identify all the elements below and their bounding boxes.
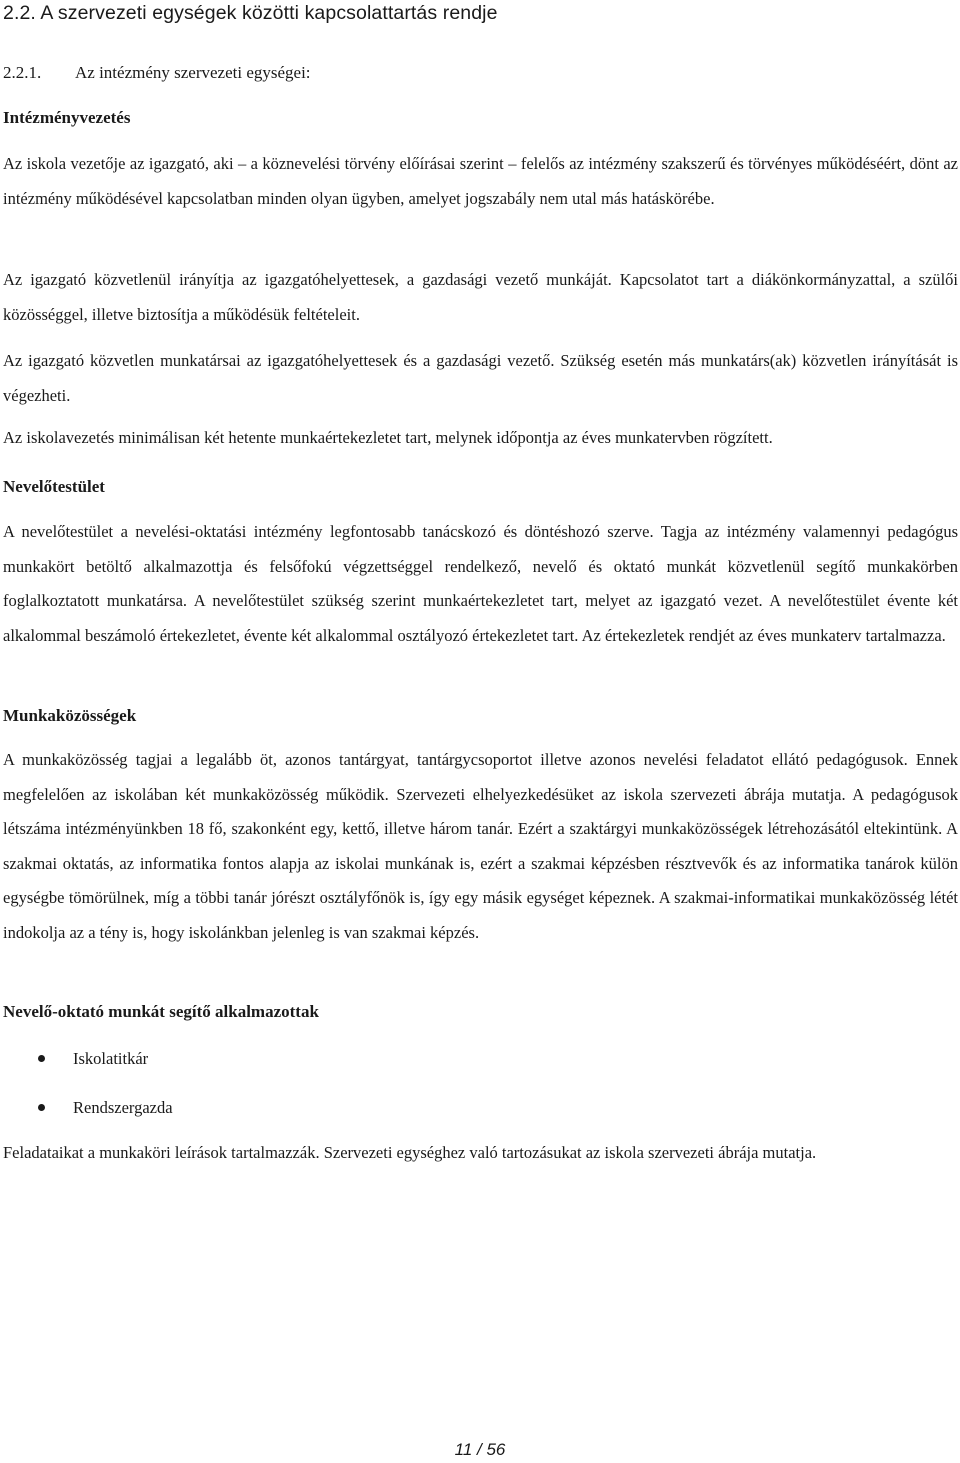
heading-segito-alkalmazottak: Nevelő-oktató munkát segítő alkalmazottak — [3, 1002, 319, 1021]
heading-nevelotestulet: Nevelőtestület — [3, 477, 105, 496]
subsection-heading — [3, 63, 311, 83]
list-item-label: Rendszergazda — [73, 1098, 173, 1117]
page-number: 11 / 56 — [454, 1440, 506, 1459]
heading-intezmenyvezetes: Intézményvezetés — [3, 108, 131, 127]
paragraph-intezmenyvezetes-4: Az iskolavezetés minimálisan két hetente munkaértekezletet tart, melynek időpontja az éves munkatervben rögzített. — [3, 428, 773, 447]
bullet-icon — [38, 1055, 45, 1062]
paragraph-intezmenyvezetes-2: Az igazgató közvetlenül irányítja az igazgatóhelyettesek, a gazdasági vezető munkáját. Kapcsolatot tart a diákönkormányzattal, a szülői közösséggel, illetve biztosítja a működésük feltételeit. — [3, 270, 958, 324]
list-item-label: Iskolatitkár — [73, 1049, 149, 1068]
subsection-title: Az intézmény szervezeti egységei: — [75, 63, 311, 82]
paragraph-intezmenyvezetes-3: Az igazgató közvetlen munkatársai az igazgatóhelyettesek és a gazdasági vezető. Szükség esetén más munkatárs(ak) közvetlen irányítását is végezheti. — [3, 351, 958, 405]
paragraph-segito: Feladataikat a munkaköri leírások tartalmazzák. Szervezeti egységhez való tartozásukat az iskola szervezeti ábrája mutatja. — [3, 1143, 817, 1162]
subsection-number: 2.2.1. — [3, 63, 42, 82]
paragraph-nevelotestulet: A nevelőtestület a nevelési-oktatási intézmény legfontosabb tanácskozó és döntéshozó szerve. Tagja az intézmény valamennyi pedagógus munkakört betöltő alkalmazottja és felsőfokú végzettséggel rendelkező, nevelő és oktató munkát közvetlenül segítő munkakörben foglalkoztatott munkatársa. A nevelőtestület szükség szerint munkaértekezletet tart, melyet az igazgató vezet. A nevelőtestület évente két alkalommal beszámoló értekezletet, évente két alkalommal osztályozó értekezletet tart. Az értekezletek rendjét az éves munkaterv tartalmazza. — [3, 522, 958, 645]
paragraph-munkakozossegek: A munkaközösség tagjai a legalább öt, azonos tantárgyat, tantárgycsoportot illetve azonos nevelési feladatot ellátó pedagógusok. Ennek megfelelően az iskolában két munkaközösség működik. Szervezeti elhelyezkedésüket az iskola szervezeti ábrája mutatja. A pedagógusok létszáma intézményünkben 18 fő, szakonként egy, kettő, illetve három tanár. Ezért a szaktárgyi munkaközösségek létrehozásától eltekintünk. A szakmai oktatás, az informatika fontos alapja az iskolai munkának is, ezért a szakmai képzésben résztvevők és az informatika tanárok külön egységbe tömörülnek, míg a többi tanár jórészt osztályfőnök is, így egy másik egységet képeznek. A szakmai-informatikai munkaközösség létét indokolja az a tény is, hogy iskolánkban jelenleg is van szakmai képzés. — [3, 750, 958, 942]
section-heading: 2.2. A szervezeti egységek közötti kapcsolattartás rendje — [3, 2, 498, 24]
bullet-icon — [38, 1104, 45, 1111]
heading-munkakozossegek: Munkaközösségek — [3, 706, 137, 725]
paragraph-intezmenyvezetes-1: Az iskola vezetője az igazgató, aki – a köznevelési törvény előírásai szerint – felelős az intézmény szakszerű és törvényes működéséért, dönt az intézmény működésével kapcsolatban minden olyan ügyben, amelyet jogszabály nem utal más hatáskörébe. — [3, 154, 958, 208]
